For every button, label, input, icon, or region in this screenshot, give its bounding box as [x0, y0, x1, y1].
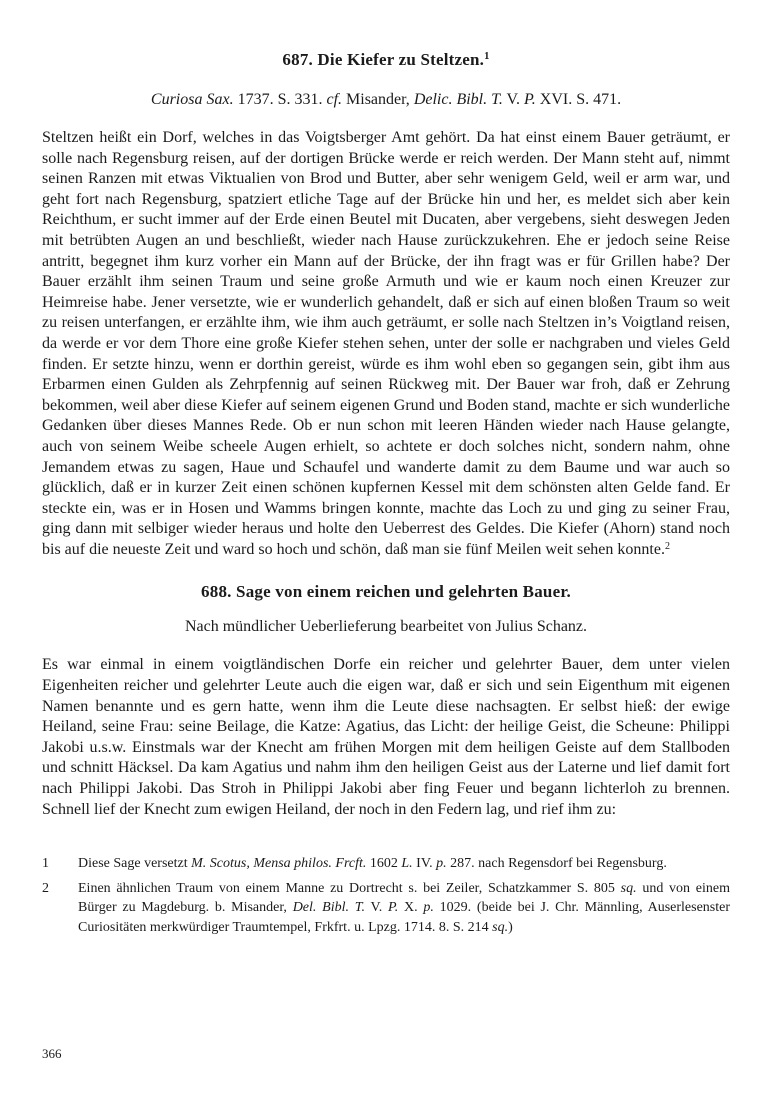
footnote-2 — [42, 879, 730, 938]
footnote-1-number: 1 — [42, 856, 49, 872]
footnote-1-text: Diese Sage versetzt M. Scotus, Mensa philos. Frcft. 1602 L. IV. p. 287. nach Regensdorf bei Regensburg. — [78, 856, 667, 872]
story-688-heading: 688. Sage von einem reichen und gelehrten Bauer. — [201, 582, 571, 602]
footnote-2-text: Einen ähnlichen Traum von einem Manne zu Dortrecht s. bei Zeiler, Schatzkammer S. 805 sq. und von einem Bürger zu Magdeburg. b. Misander, Del. Bibl. T. V. P. X. p. 1029. (beide bei J. Chr. Männling, Auserlesenster Curiositäten merkwürdiger Traumtempel, Frkfrt. u. Lpzg. 1714. 8. S. 214 sq.) — [78, 880, 730, 935]
footnote-1 — [42, 854, 730, 874]
page-number: 366 — [42, 1046, 62, 1061]
footnotes-section — [42, 854, 730, 937]
story-687-body: Steltzen heißt ein Dorf, welches in das Voigtsberger Amt gehört. Da hat einst einem Bauer geträumt, er solle nach Regensburg reisen, auf der dortigen Brücke werde er reich werden. Der Mann steht auf, nimmt seinen Ranzen mit etwas Viktualien von Brod und Butter, aber sehr wenigem Geld, weil er arm war, und geht fort nach Regensburg, spatziert etliche Tage auf der Brücke hin und her, es meldet sich aber kein Reichthum, er sucht immer auf der Erde einen Beutel mit Ducaten, aber vergebens, sieht deswegen Jeden mit betrübten Augen an und beschließt, wieder nach Hause zurückzukehren. Ehe er jedoch seine Reise antritt, begegnet ihm kurz vorher ein Mann auf der Brücke, der ihn fragt was er für Grillen habe? Der Bauer erzählt ihm seinen Traum und seine große Armuth und wie er kaum noch einen Kreuzer zur Heimreise habe. Jener versetzte, wie er wunderlich gehandelt, daß er sich auf einen bloßen Traum so weit zu reisen unterfangen, er erzählte ihm, wie ihm auch geträumt, er solle nach Steltzen in’s Voigtland reisen, da werde er vor dem Thore eine große Kiefer stehen sehen, unter der solle er nachgraben und vieles Geld finden. Er setzte hinzu, wenn er dorthin gereist, würde es ihm wohl eben so gegangen sein, gibt ihm aus Erbarmen einen Gulden als Zehrpfennig auf seinen Rückweg mit. Der Bauer war froh, daß er Zehrung bekommen, weil aber diese Kiefer auf seinem eigenen Grund und Boden stand, machte er sich wunderliche Gedanken über dieses Mannes Rede. Ob er nun schon mit leeren Händen wieder nach Hause gelangte, auch von seinem Weibe scheele Augen erhielt, so achtete er doch solches nicht, sondern nahm, ohne Jemandem etwas zu sagen, Haue und Schaufel und wanderte damit zu dem Baume und war auch so glücklich, daß er in kurzer Zeit einen schönen kupfernen Kessel mit dem schönsten alten Gelde fand. Er steckte ein, was er in Hosen und Wamms bringen konnte, machte das Loch zu und ging zu seiner Frau, ging dann mit selbiger wieder heraus und holte den Ueberrest des Geldes. Die Kiefer (Ahorn) stand noch bis auf die neueste Zeit und ward so hoch und schön, daß man sie fünf Meilen weit sehen konnte. — [42, 129, 730, 558]
story-687-heading-text: 687. Die Kiefer zu Steltzen. — [282, 50, 485, 69]
story-687-source-citation: Curiosa Sax. 1737. S. 331. cf. Misander, Delic. Bibl. T. V. P. XVI. S. 471. — [150, 91, 622, 108]
story-687-body-text — [42, 128, 730, 560]
footnote-2-number: 2 — [42, 880, 49, 896]
footnote-ref-1: 1 — [484, 51, 490, 62]
story-688-body-text: Es war einmal in einem voigtländischen Dorfe ein reicher und gelehrter Bauer, dem unter vielen Eigenheiten reicher und gelehrter Leute auch die eigen war, daß er sich und sein Eigenthum mit eigenen Namen benannte und es gern hatte, wenn ihm die Leute diese nachsagten. Er selbst hieß: der ewige Heiland, seine Frau: seine Beilage, die Katze: Agatius, das Licht: der heilige Geist, die Scheune: Philippi Jakobi u.s.w. Einstmals war der Knecht am frühen Morgen mit dem heiligen Geiste auf dem Stallboden und schnitt Häcksel. Da kam Agatius und nahm ihm den heiligen Geist aus der Laterne und lief damit fort nach Philippi Jakobi. Das Stroh in Philippi Jakobi aber fing Feuer und begann lichterloh zu brennen. Schnell lief der Knecht zum ewigen Heiland, der noch in den Federn lag, und rief ihm zu: — [42, 656, 730, 818]
story-688-subtitle: Nach mündlicher Ueberlieferung bearbeitet von Julius Schanz. — [184, 618, 588, 636]
footnote-ref-2: 2 — [664, 540, 670, 552]
story-687-heading — [42, 49, 730, 70]
